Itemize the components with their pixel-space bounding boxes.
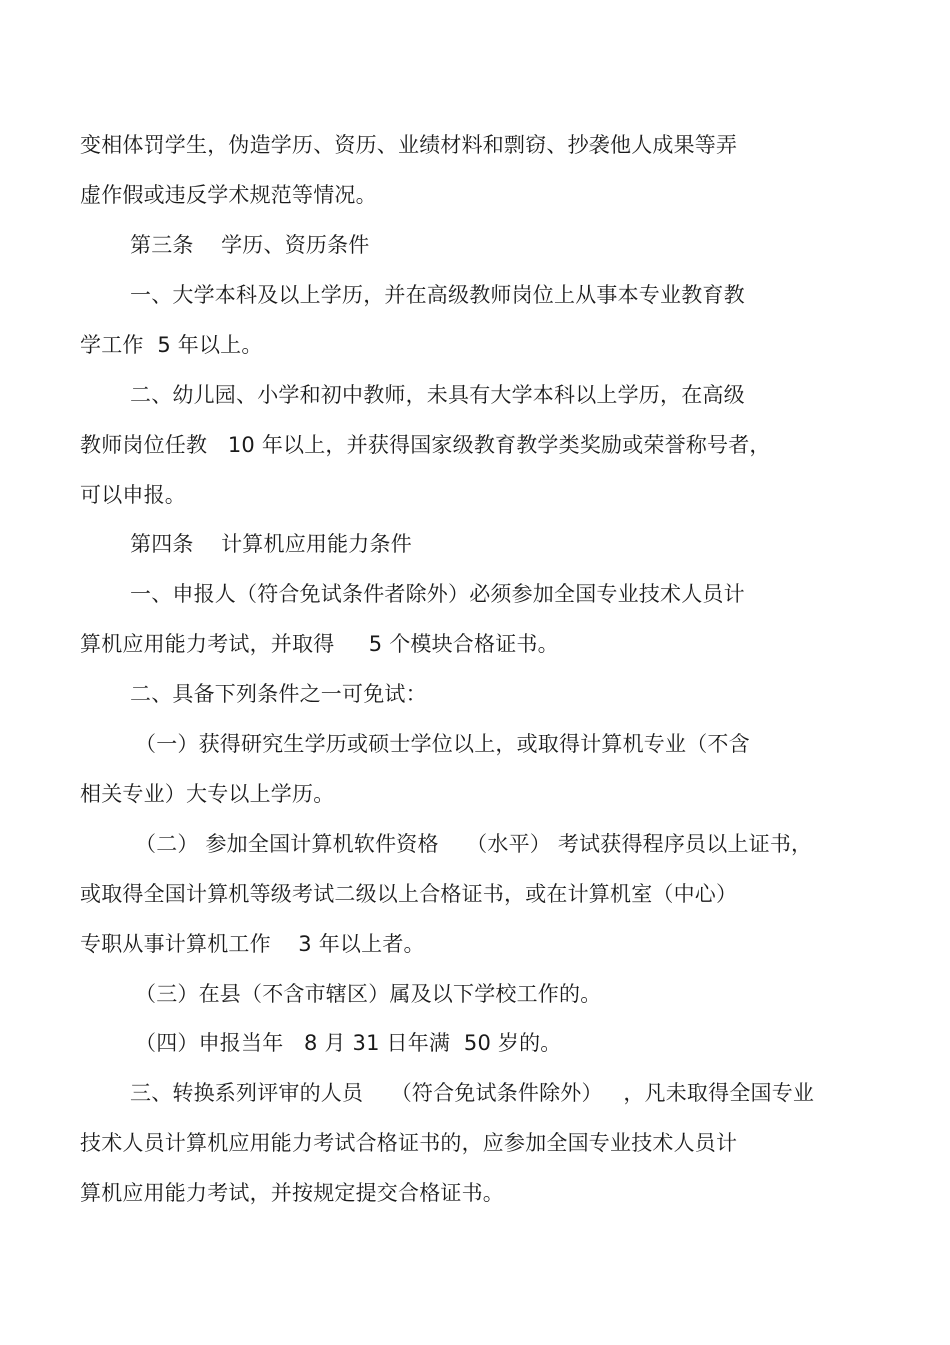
text-line-1: 变相体罚学生，伪造学历、资历、业绩材料和剽窃、抄袭他人成果等弄 — [80, 133, 738, 157]
text-line-7: 教师岗位任教 10 年以上，并获得国家级教育教学类奖励或荣誉称号者， — [80, 433, 771, 457]
text-line-5: 学工作 5 年以上。 — [80, 333, 263, 357]
text-line-21: 技术人员计算机应用能力考试合格证书的，应参加全国专业技术人员计 — [80, 1131, 738, 1155]
text-line-14: 相关专业）大专以上学历。 — [80, 782, 335, 806]
text-line-6: 二、幼儿园、小学和初中教师，未具有大学本科以上学历，在高级 — [130, 383, 745, 407]
text-line-13: （一）获得研究生学历或硕士学位以上，或取得计算机专业（不含 — [135, 732, 750, 756]
text-line-15: （二） 参加全国计算机软件资格 （水平） 考试获得程序员以上证书， — [135, 832, 813, 856]
text-line-8: 可以申报。 — [80, 483, 186, 507]
text-line-11: 算机应用能力考试，并取得 5 个模块合格证书。 — [80, 632, 559, 656]
text-line-12: 二、具备下列条件之一可免试： — [130, 682, 427, 706]
article-3-heading: 第三条 学历、资历条件 — [130, 233, 370, 257]
text-line-22: 算机应用能力考试，并按规定提交合格证书。 — [80, 1181, 504, 1205]
text-line-19: （四）申报当年 8 月 31 日年满 50 岁的。 — [135, 1031, 562, 1055]
text-line-2: 虚作假或违反学术规范等情况。 — [80, 183, 377, 207]
text-line-4: 一、大学本科及以上学历，并在高级教师岗位上从事本专业教育教 — [130, 283, 745, 307]
text-line-20: 三、转换系列评审的人员 （符合免试条件除外） ，凡未取得全国专业 — [130, 1081, 815, 1105]
article-4-heading: 第四条 计算机应用能力条件 — [130, 532, 412, 556]
text-line-18: （三）在县（不含市辖区）属及以下学校工作的。 — [135, 982, 602, 1006]
text-line-16: 或取得全国计算机等级考试二级以上合格证书，或在计算机室（中心） — [80, 882, 738, 906]
text-line-10: 一、申报人（符合免试条件者除外）必须参加全国专业技术人员计 — [130, 582, 745, 606]
text-line-17: 专职从事计算机工作 3 年以上者。 — [80, 932, 425, 956]
